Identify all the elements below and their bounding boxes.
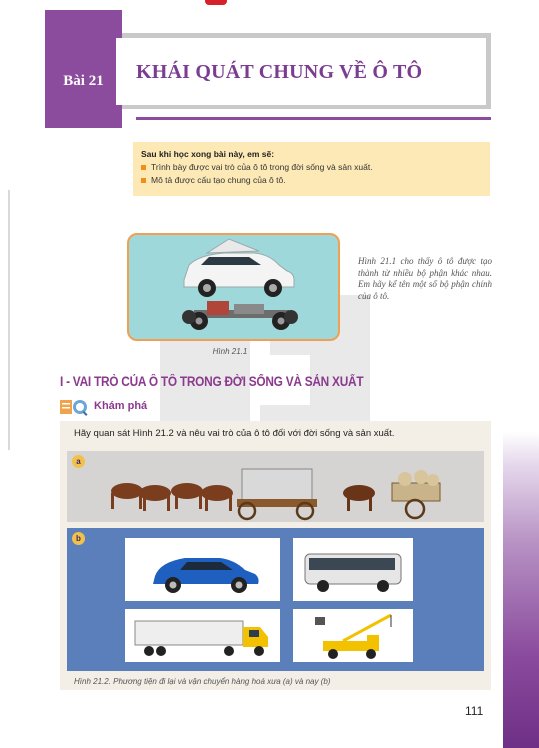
crane-truck-illustration [293, 609, 413, 662]
bus-tile [293, 538, 413, 601]
figure-21-1-caption: Hình 21.1 [212, 347, 248, 356]
figure-21-2a-panel [67, 451, 484, 522]
top-red-marker [205, 0, 227, 5]
truck-illustration [125, 609, 280, 662]
objective-item [141, 174, 482, 187]
figure-21-2b-panel [67, 528, 484, 671]
title-box [116, 38, 486, 105]
objective-text: Trình bày được vai trò của ô tô trong đời sống và sản xuất. [151, 162, 373, 172]
bullet-icon [141, 165, 146, 170]
exploration-question: Hãy quan sát Hình 21.2 và nêu vai trò của ô tô đối với đời sống và sản xuất. [74, 428, 395, 439]
objectives-heading: Sau khi học xong bài này, em sẽ: [141, 149, 275, 159]
panel-a-badge: a [72, 455, 85, 468]
horse-carriages-illustration [67, 451, 484, 522]
figure-21-1-image [127, 233, 340, 341]
explore-icon [59, 398, 89, 416]
truck-tile [125, 609, 280, 662]
section-heading: I - VAI TRÒ CỦA Ô TÔ TRONG ĐỜI SỐNG VÀ SẢN XUẤT [60, 374, 364, 389]
blue-car-illustration [125, 538, 280, 601]
car-tile [125, 538, 280, 601]
page-number: 111 [465, 704, 484, 718]
objective-text: Mô tả được cấu tạo chung của ô tô. [151, 175, 286, 185]
objective-item [141, 161, 482, 174]
bus-illustration [293, 538, 413, 601]
figure-21-1-description: Hình 21.1 cho thấy ô tô được tạo thành từ nhiều bộ phận khác nhau. Em hãy kể tên một số bộ phận chính của ô tô. [358, 256, 492, 301]
right-decorative-band [503, 432, 539, 748]
lesson-tab [45, 10, 122, 128]
title-rule [136, 117, 491, 120]
car-and-chassis-illustration [129, 235, 338, 339]
figure-21-2-caption: Hình 21.2. Phương tiện đi lại và vận chuyển hàng hoá xưa (a) và nay (b) [74, 677, 331, 686]
objectives-box [133, 142, 490, 196]
explore-label: Khám phá [94, 400, 148, 412]
page-edge-rule [8, 190, 10, 450]
panel-b-badge: b [72, 532, 85, 545]
crane-tile [293, 609, 413, 662]
bullet-icon [141, 178, 146, 183]
lesson-label: Bài 21 [63, 73, 104, 89]
lesson-title: KHÁI QUÁT CHUNG VỀ Ô TÔ [136, 61, 423, 83]
